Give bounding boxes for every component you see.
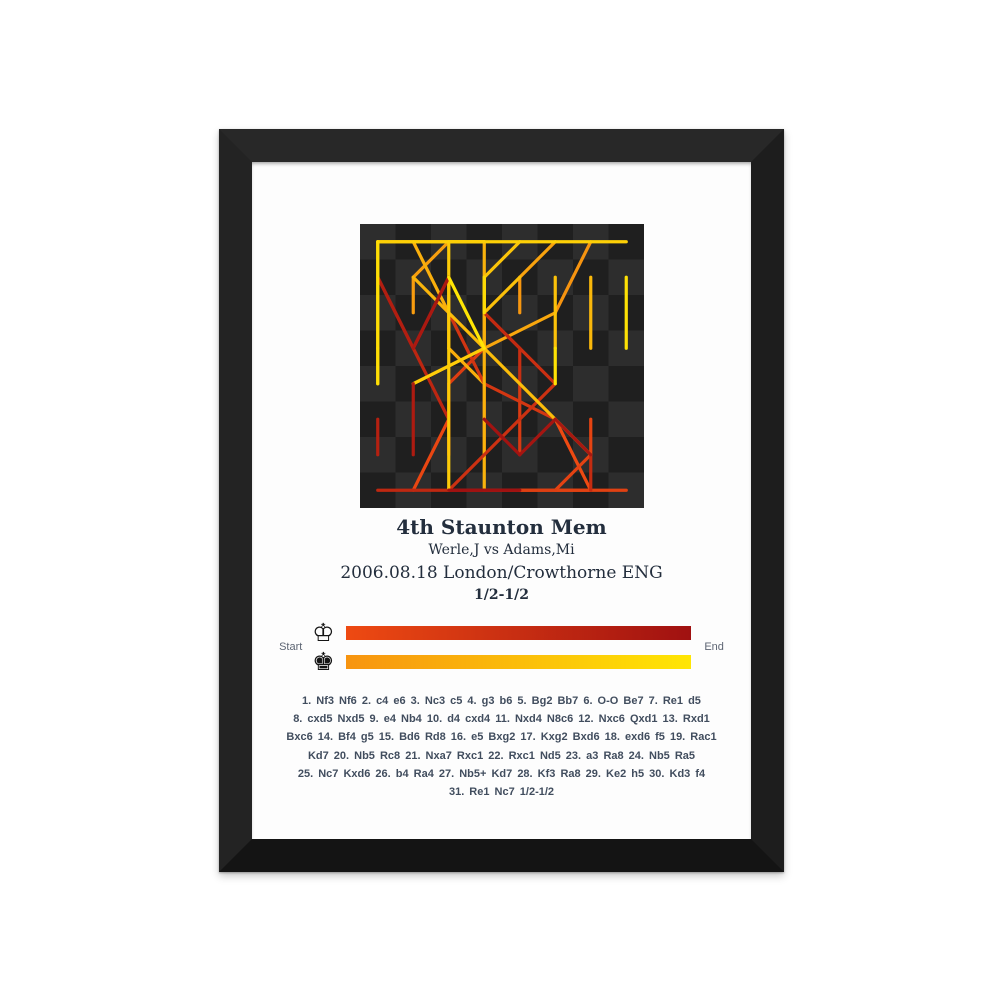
black-legend-row bbox=[310, 648, 691, 675]
chess-trace-art bbox=[360, 224, 644, 508]
picture-frame bbox=[219, 129, 784, 872]
move-list bbox=[286, 692, 716, 801]
move-list-line: Bxc6 14. Bf4 g5 15. Bd6 Rd8 16. e5 Bxg2 17. Kxg2 Bxd6 18. exd6 f5 19. Rac1 bbox=[286, 731, 717, 744]
black-king-icon: ♚ bbox=[312, 647, 335, 676]
move-list-line: Kd7 20. Nb5 Rc8 21. Nxa7 Rxc1 22. Rxc1 Nd5 23. a3 Ra8 24. Nb5 Ra5 bbox=[307, 749, 696, 762]
white-gradient-bar bbox=[346, 626, 691, 640]
mat-board bbox=[252, 162, 751, 839]
date-site-line: 2006.08.18 London/Crowthorne ENG bbox=[340, 563, 663, 583]
move-list-line: 8. cxd5 Nxd5 9. e4 Nb4 10. d4 cxd4 11. Nxd4 N8c6 12. Nxc6 Qxd1 13. Rxd1 bbox=[293, 713, 710, 726]
result-line: 1/2-1/2 bbox=[473, 587, 529, 603]
white-legend-row bbox=[310, 619, 691, 646]
legend-start-label: Start bbox=[279, 641, 303, 653]
move-list-line: 31. Re1 Nc7 1/2-1/2 bbox=[448, 786, 555, 799]
black-gradient-bar bbox=[346, 655, 691, 669]
players-line: Werle,J vs Adams,Mi bbox=[428, 542, 575, 558]
game-header bbox=[340, 514, 662, 606]
legend-rows bbox=[310, 619, 691, 675]
move-color-legend bbox=[279, 619, 724, 675]
move-list-line: 1. Nf3 Nf6 2. c4 e6 3. Nc3 c5 4. g3 b6 5. Bg2 Bb7 6. O-O Be7 7. Re1 d5 bbox=[302, 695, 701, 707]
legend-end-label: End bbox=[704, 641, 724, 653]
move-list-line: 25. Nc7 Kxd6 26. b4 Ra4 27. Nb5+ Kd7 28. Kf3 Ra8 29. Ke2 h5 30. Kd3 f4 bbox=[297, 767, 706, 780]
white-king-icon: ♔ bbox=[312, 618, 335, 647]
event-title: 4th Staunton Mem bbox=[396, 515, 607, 539]
chessboard-move-trace bbox=[360, 224, 644, 508]
